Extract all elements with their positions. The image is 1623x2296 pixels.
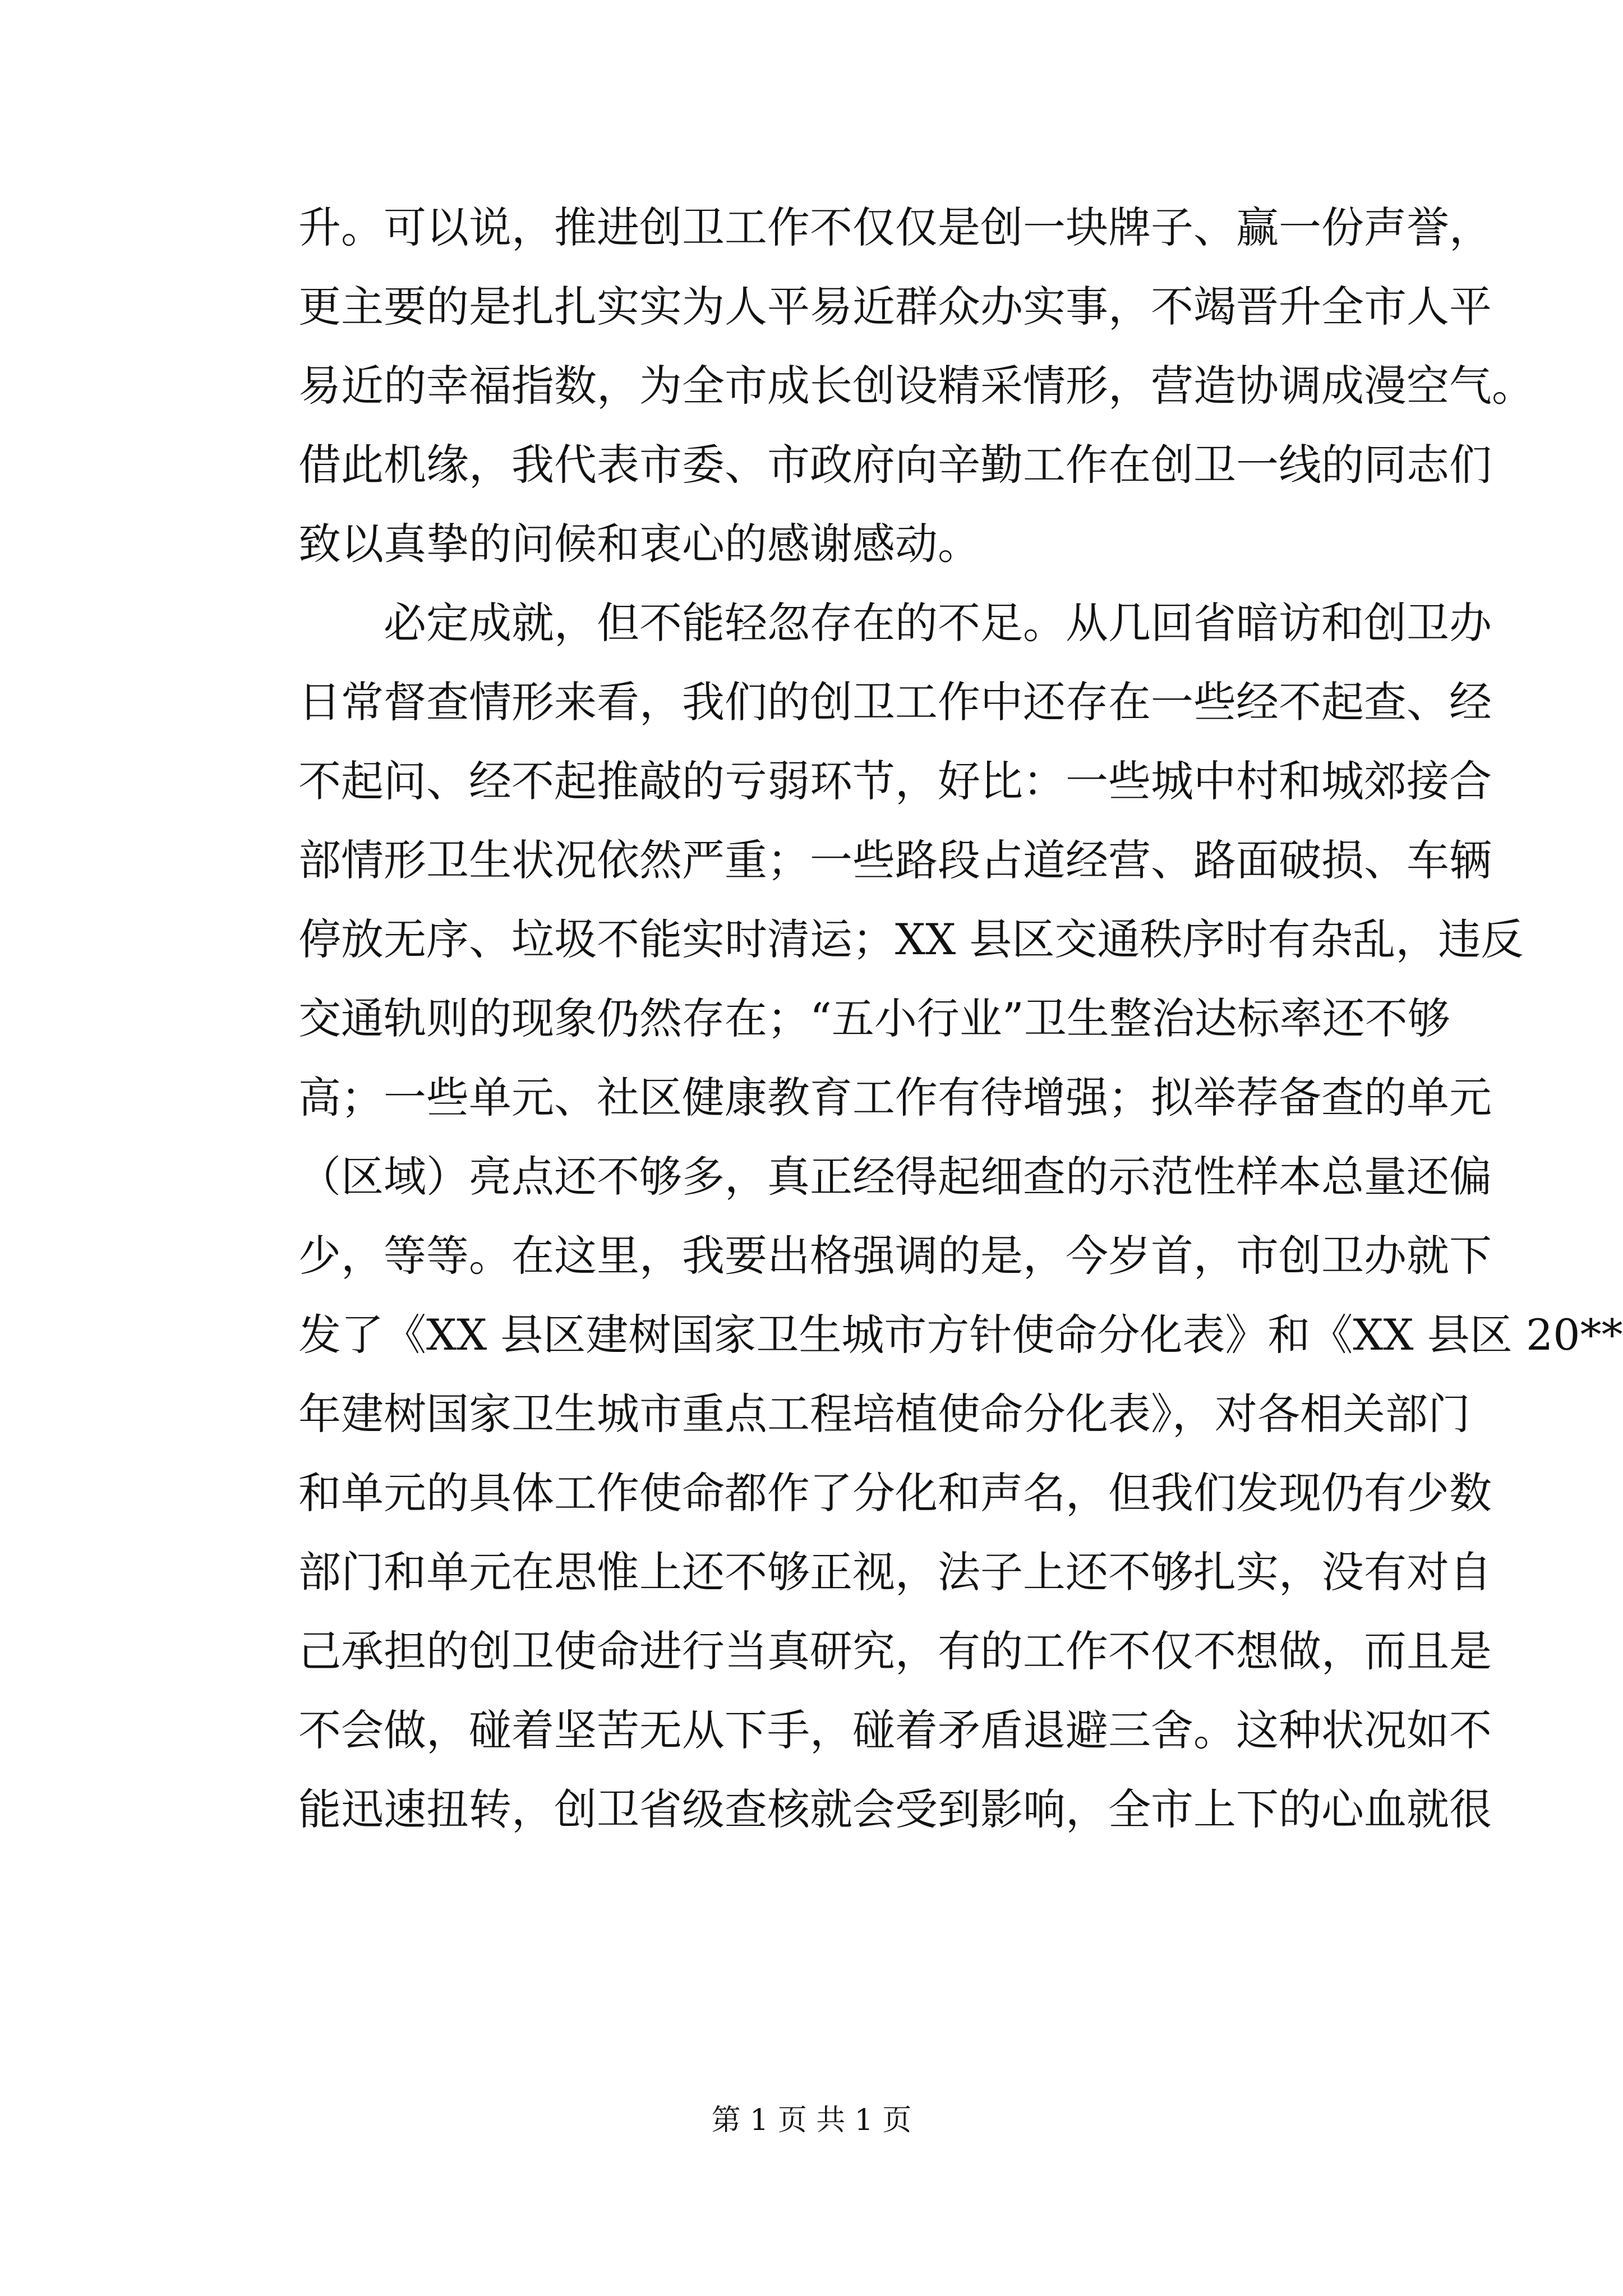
text-line: 不起问、经不起推敲的亏弱环节，好比：一些城中村和城郊接合 bbox=[298, 756, 1492, 806]
text-line: 发了《XX 县区建树国家卫生城市方针使命分化表》和《XX 县区 20** bbox=[298, 1310, 1623, 1360]
text-line: 易近的幸福指数，为全市成长创设精采情形，营造协调成漫空气。 bbox=[298, 361, 1534, 411]
text-line: 高；一些单元、社区健康教育工作有待增强；拟举荐备查的单元 bbox=[298, 1073, 1492, 1122]
text-line: 年建树国家卫生城市重点工程培植使命分化表》，对各相关部门 bbox=[298, 1389, 1470, 1439]
text-line: 能迅速扭转，创卫省级查核就会受到影响，全市上下的心血就很 bbox=[298, 1784, 1492, 1834]
text-line: （区域）亮点还不够多，真正经得起细查的示范性样本总量还偏 bbox=[298, 1152, 1492, 1202]
text-line: 升。可以说，推进创卫工作不仅仅是创一块牌子、赢一份声誉， bbox=[298, 203, 1492, 252]
text-line: 不会做，碰着坚苦无从下手，碰着矛盾退避三舍。这种状况如不 bbox=[298, 1705, 1492, 1755]
text-line: 和单元的具体工作使命都作了分化和声名，但我们发现仍有少数 bbox=[298, 1468, 1492, 1518]
text-line: 己承担的创卫使命进行当真研究，有的工作不仅不想做，而且是 bbox=[298, 1626, 1492, 1676]
text-line: 更主要的是扎扎实实为人平易近群众办实事，不竭晋升全市人平 bbox=[298, 282, 1492, 332]
text-line: 部门和单元在思惟上还不够正视，法子上还不够扎实，没有对自 bbox=[298, 1547, 1492, 1597]
text-line: 日常督查情形来看，我们的创卫工作中还存在一些经不起查、经 bbox=[298, 677, 1492, 727]
paragraph bbox=[298, 583, 1623, 1849]
page-footer: 第 1 页 共 1 页 bbox=[711, 2104, 912, 2137]
text-line: 少，等等。在这里，我要出格强调的是，今岁首，市创卫办就下 bbox=[298, 1231, 1492, 1281]
body-text bbox=[298, 188, 1623, 1849]
text-line: 借此机缘，我代表市委、市政府向辛勤工作在创卫一线的同志们 bbox=[298, 440, 1492, 490]
text-line: 必定成就，但不能轻忽存在的不足。从几回省暗访和创卫办 bbox=[384, 598, 1492, 648]
text-line: 停放无序、垃圾不能实时清运；XX 县区交通秩序时有杂乱，违反 bbox=[298, 914, 1524, 964]
text-line: 交通轨则的现象仍然存在；“五小行业”卫生整治达标率还不够 bbox=[298, 993, 1450, 1043]
text-line: 致以真挚的问候和衷心的感谢感动。 bbox=[298, 519, 980, 569]
paragraph bbox=[298, 188, 1534, 583]
text-line: 部情形卫生状况依然严重；一些路段占道经营、路面破损、车辆 bbox=[298, 835, 1492, 885]
